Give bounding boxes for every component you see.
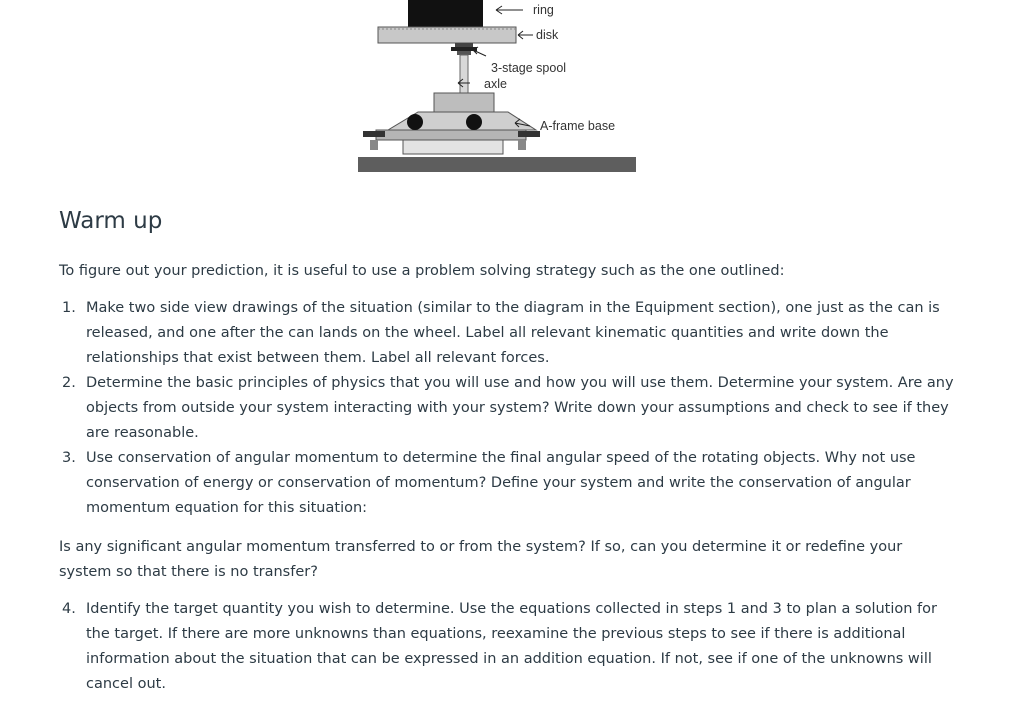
- apparatus-diagram: [358, 0, 638, 178]
- transfer-question: Is any significant angular momentum transferred to or from the system? If so, can you determine it or redefine your system so that there is no transfer?: [59, 539, 903, 580]
- ring-shape: [408, 0, 483, 27]
- spool-label: 3-stage spool: [491, 61, 567, 75]
- intro-paragraph: To figure out your prediction, it is useful to use a problem solving strategy such as the one outlined:: [59, 263, 785, 279]
- step-text: Use conservation of angular momentum to determine the final angular speed of the rotating objects. Why not use conservation of energy or conservation of momentum? Define your system and write the conservation of angular momentum equation for this situation:: [86, 450, 916, 516]
- steps-list-2: [59, 597, 959, 697]
- steps-list-1: [59, 296, 959, 521]
- step-number: 4.: [62, 601, 76, 617]
- base-label: A-frame base: [540, 119, 616, 133]
- a-frame-base-shape: [363, 112, 540, 154]
- step-number: 2.: [62, 375, 76, 391]
- axle-shape: [460, 55, 468, 93]
- axle-label: axle: [484, 77, 507, 91]
- step-text: Identify the target quantity you wish to determine. Use the equations collected in steps 1 and 3 to plan a solution for the target. If there are more unknowns than equations, reexamine the previous steps to see if there is additional information about the situation that can be expressed in an addition equation. If not, see if one of the unknowns will cancel out.: [86, 601, 937, 692]
- step-text: Determine the basic principles of physics that you will use and how you will use them. Determine your system. Are any objects from outside your system interacting with your system? Write down your assumptions and check to see if they are reasonable.: [86, 375, 954, 441]
- spool-shape: [451, 43, 477, 55]
- disk-label: disk: [536, 28, 559, 42]
- step-number: 1.: [62, 300, 76, 316]
- list-item: [59, 597, 959, 697]
- apparatus-drawing: [358, 0, 638, 178]
- ring-label: ring: [533, 3, 554, 17]
- table-shape: [358, 157, 636, 172]
- list-item: [59, 296, 959, 371]
- step-text: Make two side view drawings of the situation (similar to the diagram in the Equipment section), one just as the can is released, and one after the can lands on the wheel. Label all relevant kinematic quantities and write down the relationships that exist between them. Label all relevant forces.: [86, 300, 940, 366]
- list-item: [59, 446, 959, 521]
- list-item: [59, 371, 959, 446]
- step-number: 3.: [62, 450, 76, 466]
- section-title: Warm up: [59, 208, 163, 234]
